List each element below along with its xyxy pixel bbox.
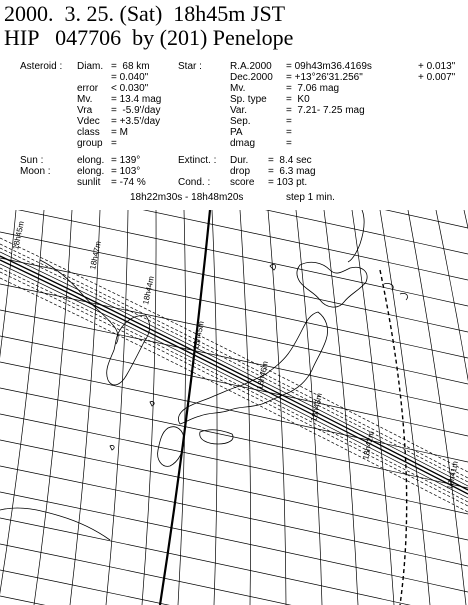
star-param-label: dmag	[230, 138, 256, 149]
time-label: 18h45m	[11, 220, 26, 251]
extinct-dur-key: Dur.	[230, 155, 249, 166]
moon-elong-key: elong.	[77, 166, 105, 177]
extinct-dur-value: = 8.4 sec	[268, 155, 312, 166]
cond-label: Cond. :	[178, 177, 211, 188]
star-param-value: = +13°26'31.256"	[286, 72, 363, 83]
meridian-line	[142, 210, 156, 605]
meridian-line	[106, 210, 128, 605]
meridian-line	[380, 210, 430, 605]
time-label: 18h42m	[361, 430, 376, 461]
time-labels	[11, 220, 460, 490]
title-line-2: HIP 047706 by (201) Penelope	[4, 25, 294, 50]
asteroid-param-value: = 68 km	[111, 61, 150, 72]
star-param-value: = 7.21- 7.25 mag	[286, 105, 365, 116]
shadow-path-line	[0, 256, 468, 490]
asteroid-section-label: Asteroid :	[20, 61, 63, 72]
parallel-line	[0, 570, 468, 605]
time-label: 18h47m	[88, 240, 103, 271]
step-text: step 1 min.	[286, 192, 335, 203]
meridian-line	[352, 210, 394, 605]
star-param-label: Sep.	[230, 116, 251, 127]
boundary-curve	[380, 270, 407, 605]
asteroid-param-label: class	[77, 127, 100, 138]
sun-label: Sun :	[20, 155, 44, 166]
asteroid-param-label: Vra	[77, 105, 93, 116]
star-param-value: = 09h43m36.4169s	[286, 61, 372, 72]
asteroid-param-label: Mv.	[77, 94, 93, 105]
time-label: 18h43m	[309, 392, 324, 423]
time-label: 18h44m	[141, 275, 156, 306]
cond-score-key: score	[230, 177, 255, 188]
asteroid-param-value: < 0.030"	[111, 83, 149, 94]
star-param-label: R.A.2000	[230, 61, 272, 72]
lat-lon-grid	[0, 210, 468, 605]
parallel-line	[0, 466, 468, 566]
star-param-error: + 0.013"	[418, 61, 456, 72]
star-param-value: =	[286, 116, 292, 127]
time-range: 18h22m30s - 18h48m20s	[130, 192, 244, 203]
meridian-line	[0, 210, 44, 605]
extinct-label: Extinct. :	[178, 155, 217, 166]
asteroid-param-value: = +3.5'/day	[111, 116, 161, 127]
asteroid-param-value: = 0.040"	[111, 72, 149, 83]
parallel-line	[0, 440, 468, 540]
parallel-line	[0, 336, 468, 436]
star-param-value: = 7.06 mag	[286, 83, 340, 94]
cond-score-value: = 103 pt.	[268, 177, 308, 188]
meridian-line	[464, 210, 468, 605]
asteroid-param-value: = -5.9'/day	[111, 105, 161, 116]
star-param-label: Mv.	[230, 83, 246, 94]
asteroid-param-label: Diam.	[77, 61, 104, 72]
shadow-path-line	[0, 278, 468, 512]
asteroid-param-label: Vdec	[77, 116, 100, 127]
star-param-label: Var.	[230, 105, 248, 116]
shadow-path-line	[0, 244, 468, 478]
star-param-label: PA	[230, 127, 243, 138]
star-param-label: Sp. type	[230, 94, 267, 105]
parallel-line	[0, 492, 468, 592]
moon-sunlit-key: sunlit	[77, 177, 101, 188]
extinct-drop-key: drop	[230, 166, 251, 177]
time-label: 18h45m	[191, 320, 206, 351]
title-line-1: 2000. 3. 25. (Sat) 18h45m JST	[4, 1, 286, 26]
parallel-line	[0, 258, 468, 358]
star-param-value: =	[286, 138, 292, 149]
occultation-path-map	[0, 210, 468, 605]
star-section-label: Star :	[178, 61, 202, 72]
star-param-value: = K0	[286, 94, 310, 105]
parallel-line	[0, 388, 468, 491]
shadow-path-line	[0, 248, 468, 482]
moon-elong-value: = 103°	[111, 166, 141, 177]
star-param-label: Dec.2000	[230, 72, 273, 83]
asteroid-param-label: error	[77, 83, 99, 94]
star-param-value: =	[286, 127, 292, 138]
parallel-line	[0, 210, 468, 228]
star-param-error: + 0.007"	[418, 72, 456, 83]
sun-elong-value: = 139°	[111, 155, 141, 166]
moon-label: Moon :	[20, 166, 51, 177]
parallel-line	[0, 210, 468, 306]
time-label: 18h41m	[445, 460, 460, 491]
asteroid-param-value: = 13.4 mag	[111, 94, 162, 105]
asteroid-param-value: =	[111, 138, 117, 149]
parallel-line	[0, 544, 468, 605]
time-label: 18h46m	[255, 360, 270, 391]
parallel-line	[0, 210, 468, 254]
asteroid-param-label: group	[77, 138, 103, 149]
parallel-line	[0, 414, 468, 514]
sun-elong-key: elong.	[77, 155, 105, 166]
asteroid-param-value: = M	[111, 127, 128, 138]
extinct-drop-value: = 6.3 mag	[268, 166, 316, 177]
moon-sunlit-value: = -74 %	[111, 177, 146, 188]
parallel-line	[0, 518, 468, 605]
